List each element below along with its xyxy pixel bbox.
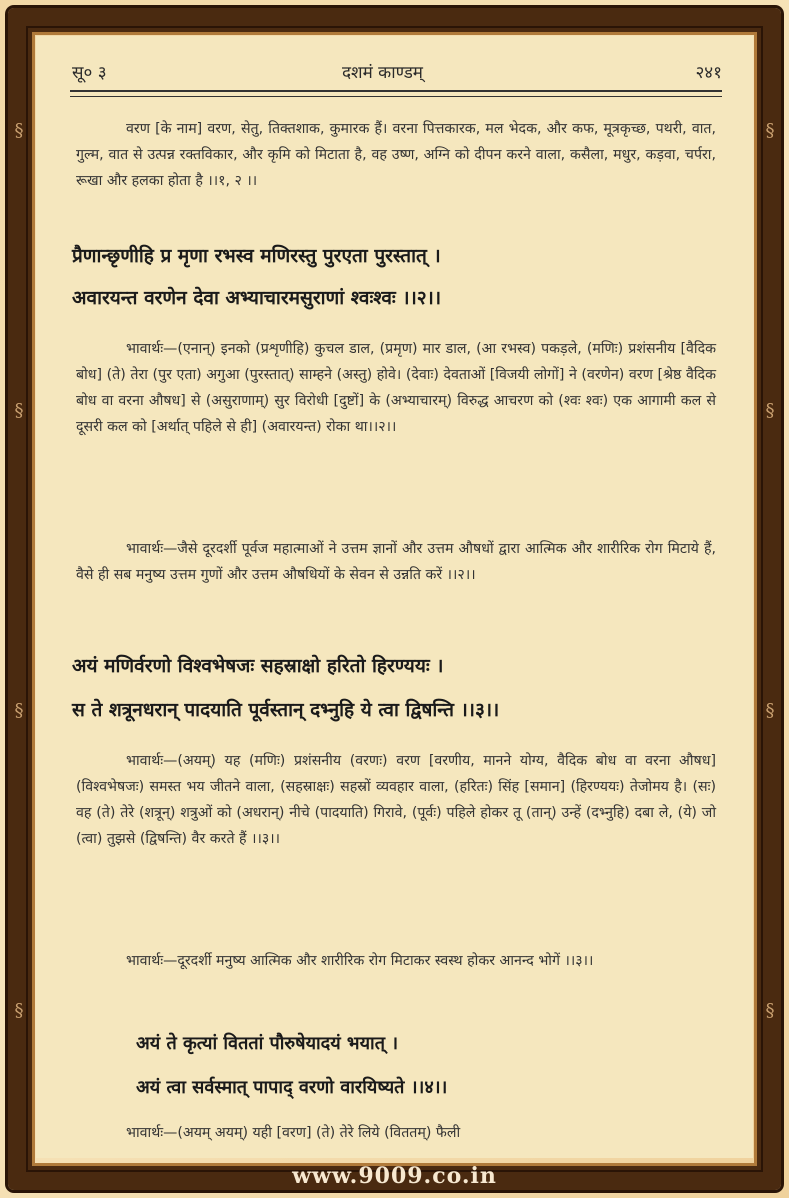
sukta-number: सू० ३: [72, 63, 107, 83]
header-rule: [70, 90, 722, 97]
mantra-line: अवारयन्त वरणेन देवा अभ्याचारमसुराणां श्वःश्वः ।।२।।: [72, 287, 442, 309]
page-number: २४१: [695, 63, 722, 83]
mantra-line: अयं त्वा सर्वस्मात् पापाद् वरणो वारयिष्यते ।।४।।: [136, 1077, 448, 1098]
swirl-ornament-icon: §: [14, 400, 24, 421]
commentary-paragraph: भावार्थः—(अयम् अयम्) यही [वरण] (ते) तेरे लिये (विततम्) फैली: [126, 1125, 461, 1141]
commentary-paragraph: भावार्थः—(अयम्) यह (मणिः) प्रशंसनीय (वरणः) वरण [वरणीय, मानने योग्य, वैदिक बोध वा वरना औषध] (विश्वभेषजः) समस्त भय जीतने वाला, (सहस्राक्षः) सहस्रों व्यवहार वाला, (हरितः) सिंह [समान] (हिरण्ययः) तेजोमय है। (सः) वह (ते) तेरे (शत्रून्) शत्रुओं को (अधरान्) नीचे (पादयाति) गिरावे, (पूर्वः) पहिले होकर तू (तान्) उन्हें (दभ्नुहि) दबा ले, (ये) जो (त्वा) तुझसे (द्विषन्ति) वैर करते हैं ।।३।।: [76, 753, 716, 847]
swirl-ornament-icon: §: [765, 1000, 775, 1021]
swirl-ornament-icon: §: [14, 120, 24, 141]
book-page: [36, 36, 753, 1158]
swirl-ornament-icon: §: [14, 1000, 24, 1021]
commentary-paragraph: भावार्थः—दूरदर्शी मनुष्य आत्मिक और शारीरिक रोग मिटाकर स्वस्थ होकर आनन्द भोगें ।।३।।: [126, 953, 594, 969]
commentary-paragraph: वरण [के नाम] वरण, सेतु, तिक्तशाक, कुमारक हैं। वरना पित्तकारक, मल भेदक, और कफ, मूत्रकृच्छ, पथरी, वात, गुल्म, वात से उत्पन्न रक्तविकार, और कृमि को मिटाता है, वह उष्ण, अग्नि को दीपन करने वाला, कसैला, मधुर, कड़वा, चर्परा, रूखा और हलका होता है ।।१, २ ।।: [76, 121, 716, 189]
swirl-ornament-icon: §: [765, 400, 775, 421]
swirl-ornament-icon: §: [14, 700, 24, 721]
mantra-line: अयं मणिर्वरणो विश्वभेषजः सहस्राक्षो हरितो हिरण्ययः ।: [72, 655, 444, 677]
footer-url[interactable]: www.9009.co.in: [292, 1163, 497, 1189]
mantra-line: प्रैणान्छृणीहि प्र मृणा रभस्व मणिरस्तु पुरएता पुरस्तात् ।: [72, 245, 441, 267]
commentary-paragraph: भावार्थः—(एनान्) इनको (प्रशृणीहि) कुचल डाल, (प्रमृण) मार डाल, (आ रभस्व) पकड़ले, (मणिः) प्रशंसनीय [वैदिक बोध] (ते) तेरा (पुर एता) अगुआ (पुरस्तात्) साम्हने (अस्तु) होवे। (देवाः) देवताओं [विजयी लोगों] ने (वरणेन) वरण [श्रेष्ठ वैदिक बोध वा वरना औषध] से (असुराणाम्) सुर विरोधी [दुष्टों] के (अभ्याचारम्) विरुद्ध आचरण को (श्वः श्वः) एक आगामी कल से दूसरी कल को [अर्थात् पहिले से ही] (अवारयन्त) रोका था।।२।।: [76, 341, 716, 435]
commentary-paragraph: भावार्थः—जैसे दूरदर्शी पूर्वज महात्माओं ने उत्तम ज्ञानों और उत्तम औषधों द्वारा आत्मिक और शारीरिक रोग मिटाये हैं, वैसे ही सब मनुष्य उत्तम गुणों और उत्तम औषधियों के सेवन से उन्नति करें ।।२।।: [76, 541, 716, 583]
kanda-title: दशमं काण्डम्: [342, 63, 423, 83]
mantra-line: अयं ते कृत्यां विततां पौरुषेयादयं भयात् ।: [136, 1033, 399, 1054]
swirl-ornament-icon: §: [765, 120, 775, 141]
page-header: [72, 60, 722, 90]
swirl-ornament-icon: §: [765, 700, 775, 721]
mantra-line: स ते शत्रूनधरान् पादयाति पूर्वस्तान् दभ्नुहि ये त्वा द्विषन्ति ।।३।।: [72, 699, 500, 721]
